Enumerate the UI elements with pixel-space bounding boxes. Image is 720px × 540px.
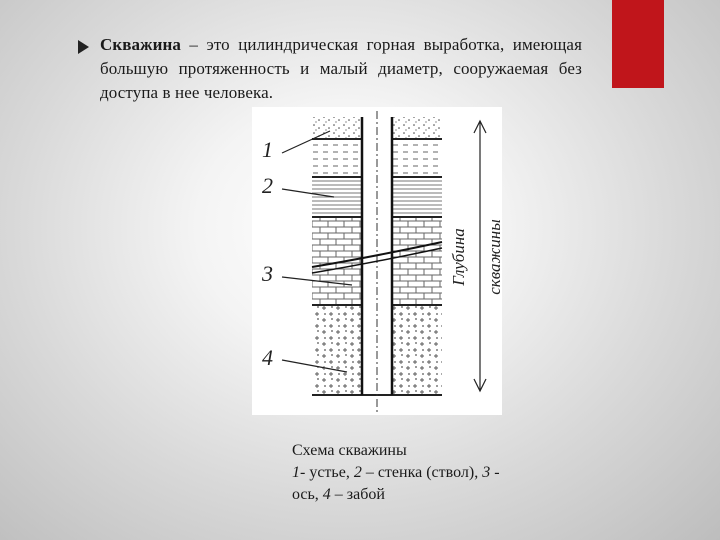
definition-paragraph: [100, 33, 582, 105]
caption-text-4: – забой: [330, 486, 385, 503]
accent-red-tab: [612, 0, 664, 88]
caption-text-3: - ось,: [292, 464, 500, 503]
caption-num-1: 1: [292, 464, 300, 481]
caption-title: Схема скважины: [292, 442, 407, 459]
caption-num-2: 2: [353, 464, 362, 481]
figure-label-2: 2: [262, 173, 273, 198]
figure-label-1: 1: [262, 137, 273, 162]
caption-legend: [292, 462, 502, 506]
figure-label-4: 4: [262, 345, 273, 370]
definition-term: Скважина: [100, 35, 181, 54]
figure-label-3: 3: [262, 261, 273, 286]
depth-label-line2: скважины: [485, 219, 504, 295]
caption-num-4: 4: [322, 486, 331, 503]
triangle-right-icon: [78, 40, 89, 54]
borehole-svg: [252, 107, 502, 415]
caption-text-2: – стенка (ствол),: [361, 464, 483, 481]
caption-num-3: 3: [482, 464, 491, 481]
caption-text-1: - устье,: [300, 464, 354, 481]
figure-caption: [292, 440, 502, 506]
depth-label-line1: Глубина: [449, 228, 468, 286]
definition-text: – это цилиндрическая горная выработка, имеющая большую протяженность и малый диаметр, сооружаемая без доступа в нее человека.: [100, 35, 582, 102]
borehole-diagram: [252, 107, 502, 415]
